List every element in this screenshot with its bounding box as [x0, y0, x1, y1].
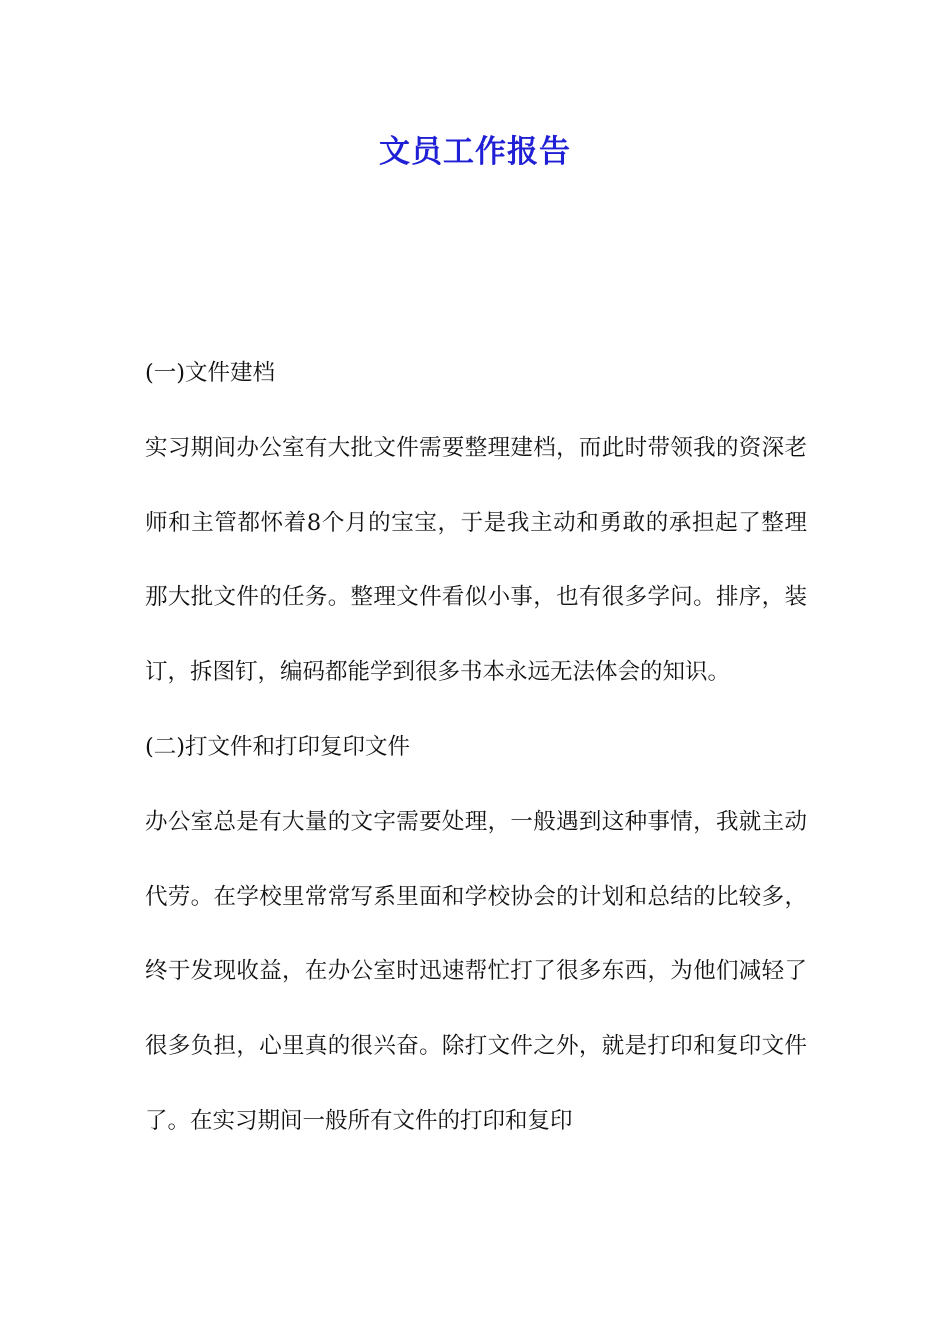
section-paragraph-2: 办公室总是有大量的文字需要处理，一般遇到这种事情，我就主动代劳。在学校里常常写系里面和学校协会的计划和总结的比较多，终于发现收益，在办公室时迅速帮忙打了很多东西，为他们减轻了很多负担，心里真的很兴奋。除打文件之外，就是打印和复印文件了。在实习期间一般所有文件的打印和复印 — [145, 808, 807, 1134]
section-heading-1: (一)文件建档 — [145, 360, 276, 386]
document-body — [145, 336, 807, 1159]
section-heading-2: (二)打文件和打印复印文件 — [145, 733, 411, 760]
section-paragraph-1: 实习期间办公室有大批文件需要整理建档，而此时带领我的资深老师和主管都怀着8个月的宝宝，于是我主动和勇敢的承担起了整理那大批文件的任务。整理文件看似小事，也有很多学问。排序，装订，拆图钉，编码都能学到很多书本永远无法体会的知识。 — [145, 434, 807, 686]
document-title: 文员工作报告 — [379, 134, 571, 170]
